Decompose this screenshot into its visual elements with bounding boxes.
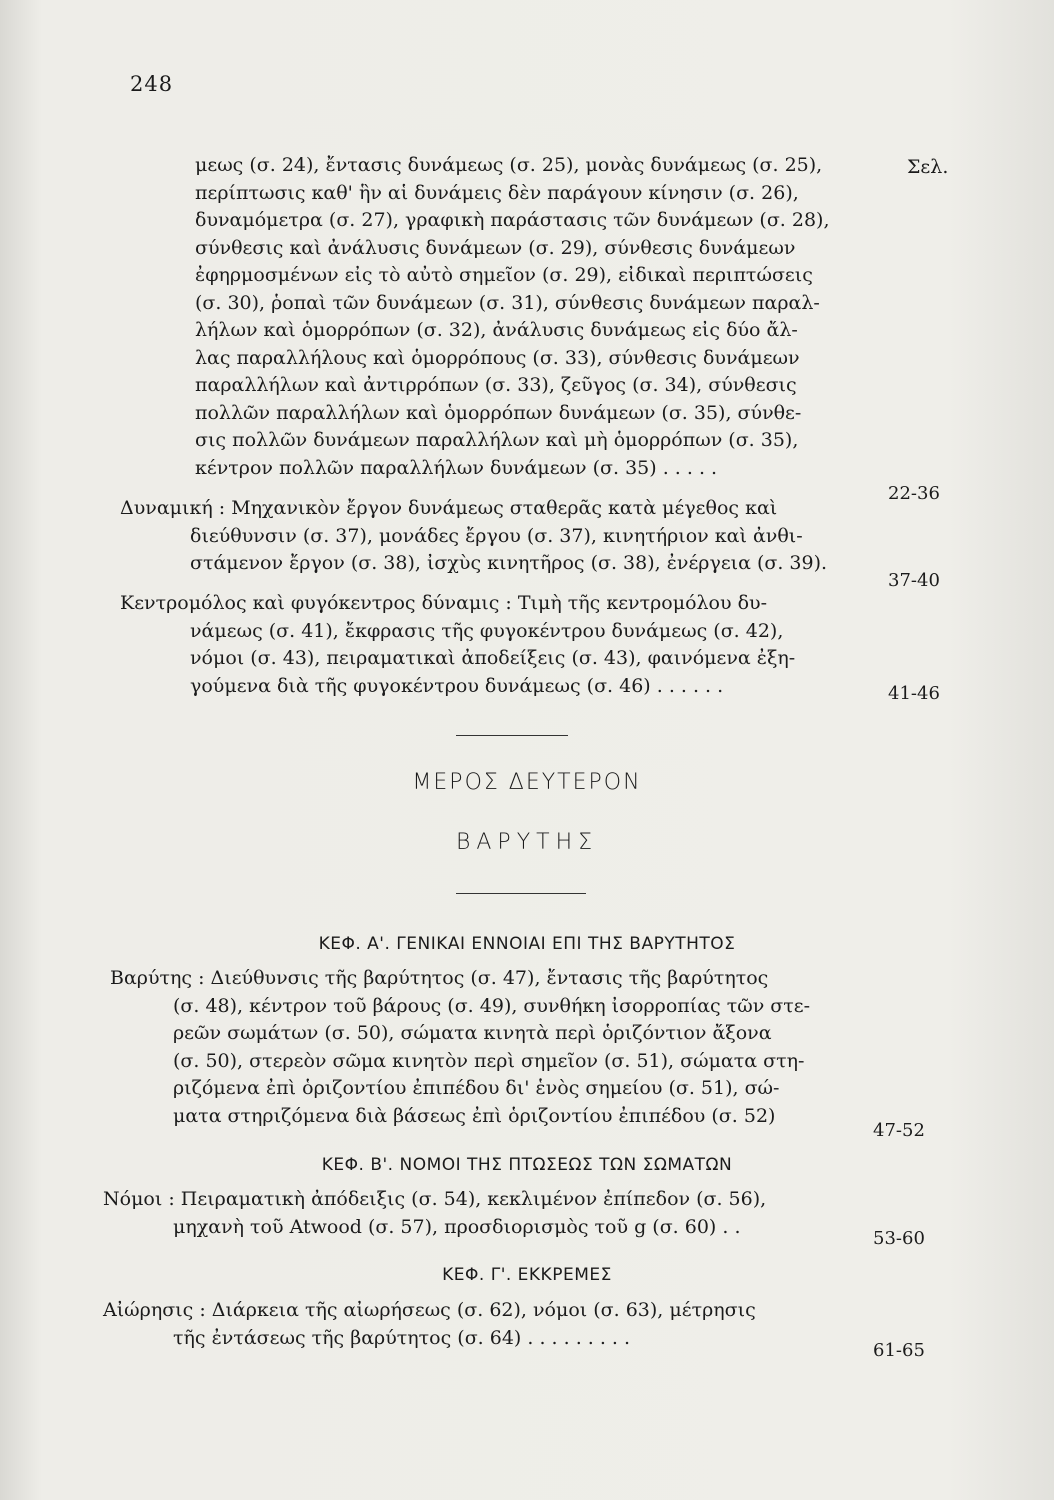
- toc-line: λήλων καὶ ὁμορρόπων (σ. 32), ἀνάλυσις δυνάμεως εἰς δύο ἄλ-: [195, 319, 798, 341]
- page-range: 41-46: [888, 683, 940, 704]
- toc-line: ματα στηριζόμενα διὰ βάσεως ἐπὶ ὁριζοντίου ἐπιπέδου (σ. 52): [173, 1104, 776, 1127]
- toc-line: νόμοι (σ. 43), πειραματικαὶ ἀποδείξεις (σ. 43), φαινόμενα ἐξη-: [190, 647, 796, 669]
- page-range: 22-36: [888, 483, 940, 504]
- entry-heading: Βαρύτης :: [110, 967, 205, 989]
- entry-heading: Δυναμική :: [120, 497, 226, 519]
- entry-heading: Αἰώρησις :: [103, 1299, 206, 1321]
- toc-entry-centripetal: [120, 590, 860, 700]
- toc-line: (σ. 50), στερεὸν σῶμα κινητὸν περὶ σημεῖον (σ. 51), σώματα στη-: [173, 1049, 805, 1072]
- chapter-a-title: ΚΕΦ. Α'. ΓΕΝΙΚΑΙ ΕΝΝΟΙΑΙ ΕΠΙ ΤΗΣ ΒΑΡΥΤΗΤΟΣ: [318, 934, 736, 954]
- toc-line: Πειραματικὴ ἀπόδειξις (σ. 54), κεκλιμένον ἐπίπεδον (σ. 56),: [180, 1188, 767, 1210]
- toc-entry-dynamics: [120, 495, 860, 578]
- toc-entry-continuation: [195, 152, 855, 482]
- toc-entry-oscillation: [103, 1297, 863, 1352]
- page-range: 47-52: [873, 1120, 925, 1141]
- page-range: 53-60: [873, 1228, 925, 1249]
- page-range: 37-40: [888, 570, 940, 591]
- toc-line: ἐφηρμοσμένων εἰς τὸ αὐτὸ σημεῖον (σ. 29), εἰδικαὶ περιπτώσεις: [195, 264, 813, 286]
- divider-top: [456, 735, 568, 736]
- toc-entry-gravity: [110, 965, 870, 1130]
- toc-line: Διάρκεια τῆς αἰωρήσεως (σ. 62), νόμοι (σ. 63), μέτρησις: [211, 1299, 756, 1321]
- entry-heading: Νόμοι :: [103, 1188, 175, 1210]
- toc-line: διεύθυνσιν (σ. 37), μονάδες ἔργου (σ. 37), κινητήριον καὶ ἀνθι-: [190, 524, 803, 547]
- page-range: 61-65: [873, 1340, 925, 1361]
- toc-line: μεως (σ. 24), ἔντασις δυνάμεως (σ. 25), μονὰς δυνάμεως (σ. 25),: [195, 154, 823, 176]
- toc-line: τῆς ἐντάσεως τῆς βαρύτητος (σ. 64) . . . . . . . . .: [173, 1326, 631, 1349]
- toc-line: ριζόμενα ἐπὶ ὁριζοντίου ἐπιπέδου δι' ἑνὸς σημείου (σ. 51), σώ-: [173, 1077, 780, 1099]
- toc-line: στάμενον ἔργον (σ. 38), ἰσχὺς κινητῆρος (σ. 38), ἐνέργεια (σ. 39).: [190, 552, 828, 574]
- toc-line: Μηχανικὸν ἔργον δυνάμεως σταθερᾶς κατὰ μέγεθος καὶ: [231, 497, 778, 519]
- toc-line: Τιμὴ τῆς κεντρομόλου δυ-: [517, 592, 767, 614]
- toc-line: κέντρον πολλῶν παραλλήλων δυνάμεων (σ. 35) . . . . .: [195, 456, 718, 479]
- toc-line: μηχανὴ τοῦ Atwood (σ. 57), προσδιορισμὸς τοῦ g (σ. 60) . .: [173, 1215, 741, 1238]
- toc-line: περίπτωσις καθ' ἣν αἱ δυνάμεις δὲν παράγουν κίνησιν (σ. 26),: [195, 181, 799, 204]
- divider-bottom: [456, 893, 586, 894]
- part-title: ΜΕΡΟΣ ΔΕΥΤΕΡΟΝ: [412, 770, 642, 795]
- part-subtitle: ΒΑΡΥΤΗΣ: [455, 830, 599, 855]
- toc-line: νάμεως (σ. 41), ἔκφρασις τῆς φυγοκέντρου δυνάμεως (σ. 42),: [190, 619, 784, 642]
- toc-line: δυναμόμετρα (σ. 27), γραφικὴ παράστασις τῶν δυνάμεων (σ. 28),: [195, 209, 830, 231]
- toc-line: σύνθεσις καὶ ἀνάλυσις δυνάμεων (σ. 29), σύνθεσις δυνάμεων: [195, 236, 796, 259]
- toc-line: σις πολλῶν δυνάμεων παραλλήλων καὶ μὴ ὁμορρόπων (σ. 35),: [195, 429, 799, 451]
- page-number: 248: [130, 72, 174, 96]
- toc-line: (σ. 30), ῥοπαὶ τῶν δυνάμεων (σ. 31), σύνθεσις δυνάμεων παραλ-: [195, 291, 820, 314]
- toc-entry-laws: [103, 1186, 863, 1241]
- toc-line: λας παραλλήλους καὶ ὁμορρόπους (σ. 33), σύνθεσις δυνάμεων: [195, 346, 800, 369]
- column-header: Σελ.: [907, 156, 949, 178]
- chapter-b-title: ΚΕΦ. Β'. ΝΟΜΟΙ ΤΗΣ ΠΤΩΣΕΩΣ ΤΩΝ ΣΩΜΑΤΩΝ: [321, 1155, 733, 1175]
- toc-line: παραλλήλων καὶ ἀντιρρόπων (σ. 33), ζεῦγος (σ. 34), σύνθεσις: [195, 374, 797, 396]
- chapter-c-title: ΚΕΦ. Γ'. ΕΚΚΡΕΜΕΣ: [442, 1265, 612, 1285]
- entry-heading: Κεντρομόλος καὶ φυγόκεντρος δύναμις :: [120, 592, 512, 614]
- toc-line: γούμενα διὰ τῆς φυγοκέντρου δυνάμεως (σ. 46) . . . . . .: [190, 674, 724, 697]
- toc-line: πολλῶν παραλλήλων καὶ ὁμορρόπων δυνάμεων (σ. 35), σύνθε-: [195, 401, 802, 424]
- toc-line: Διεύθυνσις τῆς βαρύτητος (σ. 47), ἔντασις τῆς βαρύτητος: [210, 967, 769, 989]
- toc-line: ρεῶν σωμάτων (σ. 50), σώματα κινητὰ περὶ ὁριζόντιον ἄξονα: [173, 1022, 772, 1044]
- toc-line: (σ. 48), κέντρον τοῦ βάρους (σ. 49), συνθήκη ἰσορροπίας τῶν στε-: [173, 994, 811, 1017]
